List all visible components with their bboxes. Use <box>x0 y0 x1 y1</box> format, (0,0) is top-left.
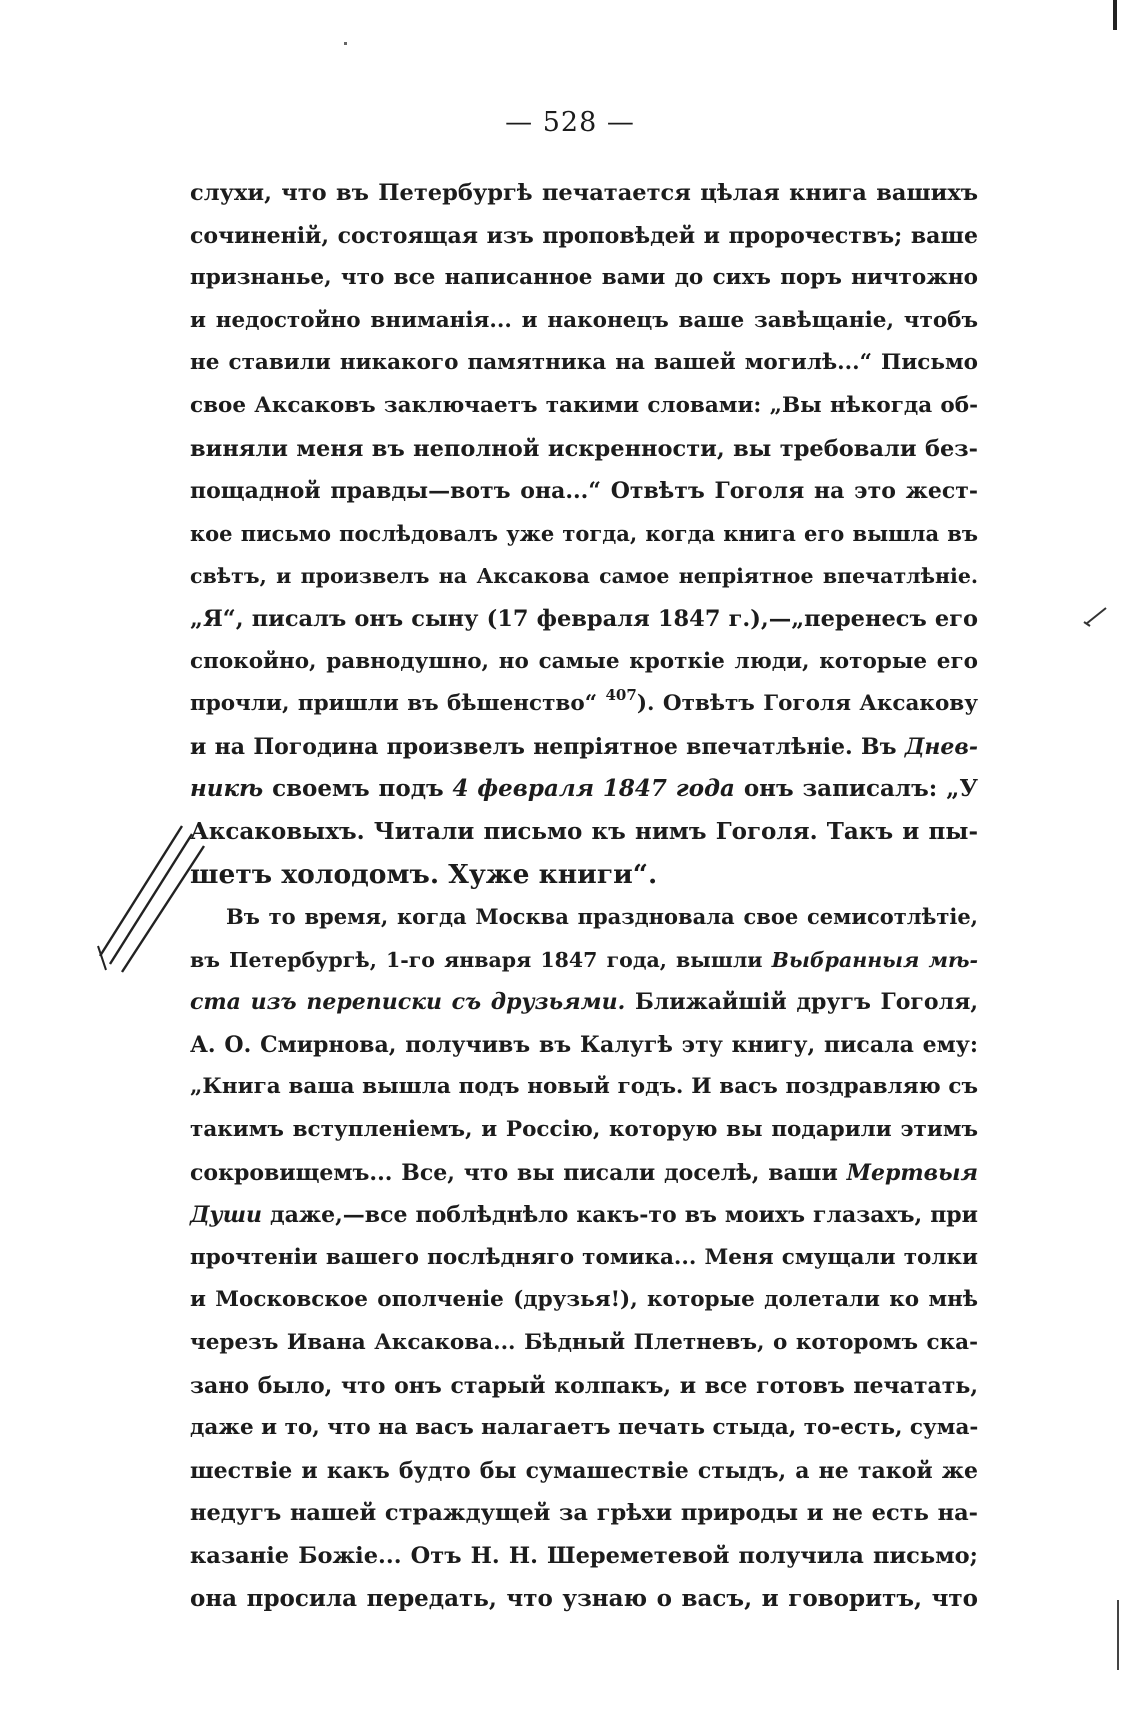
text-line: спокойно, равнодушно, но самые кроткіе люди, которые его <box>190 648 978 674</box>
text-line: и на Погодина произвелъ непріятное впечатлѣніе. Въ Днев- <box>190 733 978 760</box>
text-line: даже и то, что на васъ налагаетъ печать стыда, то-есть, сума- <box>190 1415 979 1441</box>
text-line: слухи, что въ Петербургѣ печатается цѣлая книга вашихъ <box>190 180 978 206</box>
text-line: „Книга ваша вышла подъ новый годъ. И васъ поздравляю съ <box>190 1074 978 1100</box>
text-line: казаніе Божіе... Отъ Н. Н. Шереметевой получила письмо; <box>190 1543 978 1569</box>
text-line: шествіе и какъ будто бы сумашествіе стыдъ, а не такой же <box>190 1457 978 1484</box>
footnote-ref: 407 <box>605 685 637 704</box>
text-line: пощадной правды—вотъ она...“ Отвѣтъ Гоголя на это жест- <box>190 478 978 505</box>
text-line: прочтеніи вашего послѣдняго томика... Меня смущали толки <box>190 1244 978 1270</box>
text-line: зано было, что онъ старый колпакъ, и все готовъ печатать, <box>190 1372 978 1399</box>
text-line: Души даже,—все поблѣднѣло какъ-то въ моихъ глазахъ, при <box>190 1202 978 1229</box>
text-line: сочиненій, состоящая изъ проповѣдей и пророчествъ; ваше <box>190 222 978 249</box>
text-line: она просила передать, что узнаю о васъ, и говоритъ, что <box>190 1584 978 1612</box>
text-line: Аксаковыхъ. Читали письмо къ нимъ Гоголя. Такъ и пы- <box>190 817 978 845</box>
text-line: шетъ холодомъ. Хуже книги“. <box>190 858 658 890</box>
text-line: въ Петербургѣ, 1-го января 1847 года, вышли Выбранныя мѣ- <box>190 947 978 972</box>
text-line: А. О. Смирнова, получивъ въ Калугѣ эту книгу, писала ему: <box>190 1031 978 1058</box>
text-line: не ставили никакого памятника на вашей могилѣ...“ Письмо <box>190 350 978 376</box>
text-line: никѣ своемъ подъ 4 февраля 1847 года онъ записалъ: „У <box>190 775 978 803</box>
text-line: ста изъ переписки съ друзьями. Ближайшій другъ Гоголя, <box>190 989 978 1016</box>
text-line: свое Аксаковъ заключаетъ такими словами: „Вы нѣкогда об- <box>190 392 978 418</box>
text-line: сокровищемъ... Все, что вы писали доселѣ, ваши Мертвыя <box>190 1159 978 1186</box>
text-line: черезъ Ивана Аксакова... Бѣдный Плетневъ, о которомъ ска- <box>190 1330 978 1356</box>
text-line: кое письмо послѣдовалъ уже тогда, когда книга его вышла въ <box>190 520 978 546</box>
text-line: „Я“, писалъ онъ сыну (17 февраля 1847 г.),—„перенесъ его <box>190 605 978 632</box>
text-line: Въ то время, когда Москва праздновала свое семисотлѣтіе, <box>226 904 978 930</box>
scan-edge-mark-lower <box>1117 1600 1119 1670</box>
text-line: признанье, что все написанное вами до сихъ поръ ничтожно <box>190 265 978 291</box>
body-text <box>190 172 978 1620</box>
page-number: — 528 — <box>505 107 635 138</box>
text-line: свѣтъ, и произвелъ на Аксакова самое непріятное впечатлѣніе. <box>190 564 978 589</box>
text-line: виняли меня въ неполной искренности, вы требовали без- <box>190 435 978 462</box>
text-line: недугъ нашей страждущей за грѣхи природы и не есть на- <box>190 1500 978 1527</box>
scan-speck <box>344 42 347 45</box>
text-line: и недостойно вниманія... и наконецъ ваше завѣщаніе, чтобъ <box>190 307 978 333</box>
text-line: прочли, пришли въ бѣшенство“ $^{407}$). Отвѣтъ Гоголя Аксакову <box>190 685 979 717</box>
margin-pencil-tick <box>1080 600 1114 630</box>
text-line: такимъ вступленіемъ, и Россію, которую вы подарили этимъ <box>190 1117 978 1143</box>
scan-edge-mark <box>1113 0 1117 30</box>
text-line: и Московское ополченіе (друзья!), которые долетали ко мнѣ <box>190 1287 978 1313</box>
